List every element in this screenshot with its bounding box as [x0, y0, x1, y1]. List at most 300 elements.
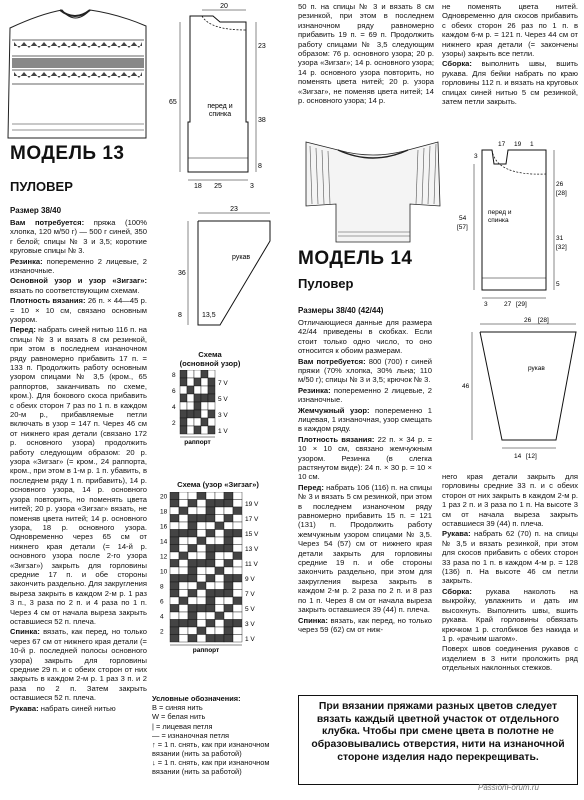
- schema-row-label: 8: [160, 583, 164, 591]
- body14-dim-31: 31: [556, 235, 564, 242]
- schema-cell: [197, 635, 206, 643]
- schema-cell: [206, 552, 215, 560]
- sleeve13-dim-23: 23: [230, 206, 238, 213]
- schema-cell: [188, 635, 197, 643]
- schema-cell: [188, 560, 197, 568]
- schema-cell: [187, 378, 194, 386]
- paragraph: Резинка: попеременно 2 лицевые, 2 изнаночные.: [298, 385, 432, 405]
- schema-cell: [201, 418, 208, 426]
- schema-cell: [170, 620, 179, 628]
- body14-dim-17: 17: [498, 141, 506, 148]
- schema-cell: [206, 605, 215, 613]
- schema-cell: [208, 394, 215, 402]
- schema-cell: [179, 627, 188, 635]
- schema-cell: [201, 386, 208, 394]
- model13-subtitle: ПУЛОВЕР: [10, 179, 73, 194]
- sleeve14-name: рукав: [528, 365, 545, 372]
- model13-body-pattern: [158, 2, 278, 192]
- schema-cell: [180, 394, 187, 402]
- schema-row-label: 3 V: [218, 412, 228, 419]
- body14-dim-27: 27: [504, 301, 512, 308]
- model14-subtitle: Пуловер: [298, 276, 354, 291]
- model13-text-column-3: [442, 2, 578, 122]
- schema-cell: [206, 582, 215, 590]
- schema-row-label: 5 V: [218, 396, 228, 403]
- schema-cell: [224, 590, 233, 598]
- schema-cell: [170, 612, 179, 620]
- schema-cell: [179, 567, 188, 575]
- schema-cell: [224, 567, 233, 575]
- schema-cell: [215, 635, 224, 643]
- schema-row-label: 2: [172, 420, 176, 427]
- schema-cell: [197, 492, 206, 500]
- schema-cell: [233, 575, 242, 583]
- schema-cell: [170, 597, 179, 605]
- schema-cell: [215, 575, 224, 583]
- schema-cell: [179, 522, 188, 530]
- schema-row-label: 15 V: [245, 531, 259, 538]
- schema-cell: [206, 537, 215, 545]
- schema-cell: [170, 552, 179, 560]
- schema-cell: [233, 635, 242, 643]
- body14-name: перед и спинка: [488, 209, 512, 224]
- model13-size: Размер 38/40: [10, 206, 62, 215]
- schema-cell: [194, 402, 201, 410]
- paragraph: Плотность вязания: 26 п. × 44—45 р. = 10 × 10 см, связано основным узором.: [10, 296, 147, 324]
- paragraph: не поменять цвета нитей. Одновременно для скосов прибавить с обеих сторон 26 раз по 1 п. в каждом 6-м р. = 121 п. Через 44 см от нижнего края детали (= закончены узоры) закрыть все петли.: [442, 2, 578, 59]
- schema-cell: [197, 500, 206, 508]
- paragraph: Перед: набрать синей нитью 116 п. на спицы № 3 и вязать 8 см резинкой, при этом в последнем изнаночном ряду равномерно прибавить 17 п. = 133 п. Продолжить работу основным узором спицами № 3,5 (кром., 65 раппортов, заканчивать по схеме, кром.). Для бокового скоса прибавить с обеих сторон 7 раз по 1 п. в каждом 20-м р., прибавляемые петли включать в узор = 147 п. Через 46 см от нижнего края детали (связано 172 р. основного узора) продолжить работу следующим образом: 20 р. узора «Зигзаг» (= кром., 24 раппорта, кром., при этом в 1-м р. 1 п. убавить, в последнем ряду 1 п. прибавить), 14 р. основного узора, 14 р. основного узора повторить, но поменять цвета нитей; 20 р. узора «Зигзаг» вязать, не поменяв цвета нитей; 14 р. основного узора, 18 р. основного узора. Одновременно через 65 см от нижнего края детали (= 14-й р. основного узора после 2-го узора «Зигзаг») закрыть для горловины средние 17 п. и обе стороны закончить раздельно. Для закругления выреза закрыть в каждом 2-м р. 1 раз 3 п., 3 раза по 2 п. и 4 раза по 1 п. Через 4 см от начала выреза закрыть оставшиеся 52 п. плеча.: [10, 325, 147, 626]
- schema-cell: [170, 590, 179, 598]
- schema-cell: [215, 507, 224, 515]
- schema-cell: [179, 515, 188, 523]
- body14-dim-1: 1: [530, 141, 534, 148]
- schema-cell: [224, 530, 233, 538]
- schema-cell: [215, 530, 224, 538]
- legend-item: — = изнаночная петля: [152, 730, 230, 740]
- schema-cell: [197, 567, 206, 575]
- paragraph: Спинка: вязать, как перед, но только через 67 см от нижнего края детали (= 10-й р. последней полосы основного узора) закрыть для горловины средние 29 п. и с обеих сторон от них закрыть в каждом 2-м р. 1 раз 3 п. и 2 раза по 2 п. Затем закрыть оставшиеся 52 п. плеча.: [10, 627, 147, 703]
- schema-cell: [197, 575, 206, 583]
- paragraph: Вам потребуется: 800 (700) г синей пряжи (70% хлопка, 30% льна; 110 м/50 г); спицы № 3 и 3,5; крючок № 3.: [298, 356, 432, 385]
- schema-row-label: 18: [160, 508, 168, 516]
- schema-cell: [208, 386, 215, 394]
- legend-item: B = синяя нить: [152, 703, 203, 713]
- schema-cell: [233, 537, 242, 545]
- schema-cell: [206, 515, 215, 523]
- schema-cell: [233, 552, 242, 560]
- legend-items: [152, 703, 298, 776]
- schema-cell: [179, 552, 188, 560]
- schema-cell: [224, 507, 233, 515]
- body14-dim-32: [32]: [556, 244, 567, 251]
- schema-cell: [170, 492, 179, 500]
- schema-cell: [233, 597, 242, 605]
- schema-cell: [224, 582, 233, 590]
- schema-cell: [197, 507, 206, 515]
- schema-cell: [215, 522, 224, 530]
- schema-cell: [233, 507, 242, 515]
- legend-item: ↓ = 1 п. снять, как при изнаночном вязании (нить за работой): [152, 758, 270, 777]
- schema-cell: [197, 515, 206, 523]
- schema-cell: [233, 515, 242, 523]
- schema-cell: [179, 612, 188, 620]
- schema-cell: [170, 567, 179, 575]
- paragraph: Рукава: набрать 62 (70) п. на спицы № 3,5 и вязать резинкой, при этом для скосов прибавить с обеих сторон 33 раза по 1 п. в каждом 4-м р. = 128 (136) п. На высоте 46 см петли закрыть.: [442, 529, 578, 586]
- schema-cell: [208, 378, 215, 386]
- schema-row-label: 20: [160, 493, 168, 501]
- schema-cell: [224, 560, 233, 568]
- schema-cell: [179, 605, 188, 613]
- schema-row-label: 6: [172, 388, 176, 395]
- legend-item: W = белая нить: [152, 712, 206, 722]
- schema-cell: [170, 507, 179, 515]
- schema-cell: [215, 605, 224, 613]
- schema-cell: [188, 590, 197, 598]
- model14-body-pattern: [446, 140, 584, 310]
- schema-cell: [197, 552, 206, 560]
- schema-cell: [170, 560, 179, 568]
- schema-zigzag-title: Схема (узор «Зигзаг»): [177, 480, 259, 489]
- schema-cell: [187, 418, 194, 426]
- schema-row-label: 1 V: [218, 428, 228, 435]
- body14-dim-5: 5: [556, 281, 560, 288]
- schema-cell: [201, 370, 208, 378]
- schema-cell: [170, 605, 179, 613]
- schema-row-label: 5 V: [245, 606, 255, 613]
- schema-cell: [224, 627, 233, 635]
- schema-cell: [188, 597, 197, 605]
- schema-cell: [180, 410, 187, 418]
- legend-item: | = лицевая петля: [152, 721, 213, 731]
- schema-row-label: 9 V: [245, 576, 255, 583]
- sleeve14-dim-14: 14: [514, 453, 522, 460]
- schema-cell: [224, 620, 233, 628]
- schema-cell: [215, 612, 224, 620]
- paragraph: Поверх швов соединения рукавов с изделием в 3 нити проложить ряд отдельных наклонных стежков.: [442, 644, 578, 673]
- schema-cell: [215, 515, 224, 523]
- col2-paragraphs: [298, 2, 434, 105]
- schema-cell: [224, 635, 233, 643]
- schema-cell: [179, 597, 188, 605]
- schema-cell: [206, 545, 215, 553]
- schema-cell: [233, 627, 242, 635]
- schema-cell: [206, 560, 215, 568]
- schema-cell: [187, 394, 194, 402]
- schema-cell: [188, 500, 197, 508]
- paragraph: Жемчужный узор: попеременно 1 лицевая, 1 изнаночная, узор смещать в каждом ряду.: [298, 405, 432, 434]
- model13-text-column-2: [298, 2, 434, 122]
- body13-dim-8: 8: [258, 163, 262, 170]
- schema-cell: [224, 500, 233, 508]
- schema-cell: [197, 522, 206, 530]
- schema-cell: [215, 492, 224, 500]
- schema-cell: [170, 545, 179, 553]
- schema-cell: [194, 394, 201, 402]
- schema-cell: [170, 537, 179, 545]
- body13-dim-25: 25: [214, 183, 222, 190]
- schema-cell: [194, 370, 201, 378]
- schema-cell: [179, 545, 188, 553]
- schema-cell: [197, 620, 206, 628]
- schema-cell: [206, 530, 215, 538]
- schema-row-label: 7 V: [245, 591, 255, 598]
- schema-cell: [194, 418, 201, 426]
- schema-cell: [170, 582, 179, 590]
- schema-cell: [188, 507, 197, 515]
- schema-cell: [233, 620, 242, 628]
- color-change-notice: При вязании пряжами разных цветов следует вязать каждый цветной участок от отдельного клубка. Чтобы при смене цвета в полотне не образовывались отверстия, нити на изнаночной стороне изделия надо перекрещивать.: [298, 695, 578, 785]
- schema-cell: [233, 545, 242, 553]
- schema-cell: [188, 545, 197, 553]
- body13-name: перед и спинка: [207, 103, 233, 118]
- schema-cell: [215, 567, 224, 575]
- model14-title: МОДЕЛЬ 14: [298, 248, 413, 269]
- body13-dim-23: 23: [258, 43, 266, 50]
- schema-row-label: 4: [172, 404, 176, 411]
- schema-cell: [215, 620, 224, 628]
- schema-cell: [224, 537, 233, 545]
- paragraph: Отличающиеся данные для размера 42/44 приведены в скобках. Если стоит только одно число, то оно относится к обоим размерам.: [298, 317, 432, 356]
- schema-cell: [179, 560, 188, 568]
- schema-cell: [215, 590, 224, 598]
- model14-sleeve-pattern: [446, 316, 584, 466]
- schema-row-label: 12: [160, 553, 168, 561]
- schema-cell: [201, 410, 208, 418]
- schema-cell: [187, 410, 194, 418]
- schema-cell: [224, 545, 233, 553]
- schema-cell: [215, 597, 224, 605]
- schema-cell: [180, 426, 187, 434]
- schema-cell: [201, 394, 208, 402]
- schema-cell: [194, 378, 201, 386]
- schema-cell: [206, 597, 215, 605]
- model13-photo: [0, 0, 150, 140]
- schema-cell: [206, 620, 215, 628]
- body14-dim-26: 26: [556, 181, 564, 188]
- schema-cell: [215, 545, 224, 553]
- schema-cell: [188, 492, 197, 500]
- paragraph: Плотность вязания: 22 п. × 34 р. = 10 × 10 см, связано жемчужным узором. Резинка (в слегка растянутом виде): 24 п. × 30 р. = 10 × 10 см.: [298, 434, 432, 482]
- schema-cell: [188, 567, 197, 575]
- schema-cell: [224, 515, 233, 523]
- model13-text-column: [10, 206, 147, 800]
- schema-cell: [179, 590, 188, 598]
- schema-row-label: 8: [172, 372, 176, 379]
- schema-cell: [215, 552, 224, 560]
- paragraph: Спинка: вязать, как перед, но только через 59 (62) см от ниж-: [298, 615, 432, 634]
- body14-dim-54: 54: [459, 215, 467, 222]
- schema-cell: [208, 426, 215, 434]
- schema-cell: [179, 492, 188, 500]
- schema-repeat-caption: раппорт: [192, 647, 220, 654]
- col5-paragraphs: [442, 472, 578, 673]
- schema-cell: [180, 370, 187, 378]
- schema-cell: [188, 612, 197, 620]
- paragraph: Перед: набрать 106 (116) п. на спицы № 3 и вязать 5 см резинкой, при этом в последнем изнаночном ряду равномерно прибавить 15 п. = 121 (131) п. Продолжить работу жемчужным узором спицами № 3,5. Через 54 (57) см от нижнего края детали закрыть для горловины средние 19 п. и обе стороны закончить раздельно, при этом для закругления выреза закрыть в каждом 2-м р. 2 раза по 2 п. и 8 раз по 1 п. Через 8 см от начала выреза закрыть оставшиеся 39 (44) п. плеча.: [298, 482, 432, 615]
- schema-cell: [233, 590, 242, 598]
- model13-title: МОДЕЛЬ 13: [10, 143, 125, 164]
- sleeve13-dim-135: 13,5: [202, 312, 216, 319]
- schema-cell: [187, 402, 194, 410]
- schema-main-title: Схема (основной узор): [179, 350, 241, 368]
- schema-cell: [170, 530, 179, 538]
- schema-row-label: 10: [160, 568, 168, 576]
- model14-text-column-2: [442, 472, 578, 692]
- schema-cell: [208, 418, 215, 426]
- sleeve13-dim-8: 8: [178, 312, 182, 319]
- paragraph: Рукава: набрать синей нитью: [10, 703, 116, 713]
- schema-cell: [215, 582, 224, 590]
- paragraph: Сборка: рукава наколоть на выкройку, увлажнить и дать им высохнуть. Выполнить швы, вшить рукава. Край горловины обвязать крючком 1 р. столбиков без накида и 1 р. «рачьим шагом».: [442, 586, 578, 643]
- schema-cell: [197, 582, 206, 590]
- schema-cell: [233, 612, 242, 620]
- schema-cell: [188, 537, 197, 545]
- schema-cell: [206, 612, 215, 620]
- schema-cell: [188, 620, 197, 628]
- schema-cell: [180, 378, 187, 386]
- model14-paragraphs: [298, 318, 432, 634]
- watermark: PassionForum.ru: [478, 783, 539, 792]
- schema-cell: [208, 402, 215, 410]
- schema-zigzag-chart: [158, 492, 278, 662]
- schema-row-label: 7 V: [218, 380, 228, 387]
- schema-cell: [208, 410, 215, 418]
- schema-row-label: 13 V: [245, 546, 259, 553]
- schema-cell: [188, 605, 197, 613]
- schema-cell: [170, 515, 179, 523]
- paragraph: Резинка: попеременно 2 лицевые, 2 изнаночные.: [10, 256, 147, 275]
- schema-cell: [233, 605, 242, 613]
- schema-cell: [179, 537, 188, 545]
- schema-cell: [170, 500, 179, 508]
- model13-sleeve-pattern: [158, 205, 288, 330]
- schema-cell: [224, 605, 233, 613]
- body14-dim-19: 19: [514, 141, 522, 148]
- schema-row-label: 19 V: [245, 501, 259, 508]
- schema-cell: [197, 627, 206, 635]
- schema-cell: [187, 370, 194, 378]
- schema-cell: [170, 627, 179, 635]
- schema-cell: [194, 426, 201, 434]
- schema-cell: [206, 500, 215, 508]
- schema-cell: [179, 635, 188, 643]
- schema-cell: [188, 552, 197, 560]
- schema-row-label: 17 V: [245, 516, 259, 523]
- schema-cell: [179, 582, 188, 590]
- schema-cell: [215, 537, 224, 545]
- schema-row-label: 2: [160, 628, 164, 636]
- schema-cell: [224, 612, 233, 620]
- model14-text-column: [298, 306, 432, 692]
- schema-cell: [197, 530, 206, 538]
- schema-cell: [206, 635, 215, 643]
- schema-cell: [180, 402, 187, 410]
- schema-cell: [215, 500, 224, 508]
- paragraph: 50 п. на спицы № 3 и вязать 8 см резинкой, при этом в последнем изнаночном ряду равномерно прибавить 19 п. = 69 п. Продолжить работу спицами № 3,5 следующим образом: 76 р. основного узора; 20 р. узора «Зигзаг»; 14 р. основного узора; 14 р. основного узора повторить, но поменять цвета нитей; 20 р. узора «Зигзаг», не поменяв цвета нитей; 14 р. основного узора; 14 р.: [298, 2, 434, 106]
- body14-dim-57: [57]: [457, 224, 468, 231]
- schema-cell: [179, 530, 188, 538]
- schema-cell: [224, 552, 233, 560]
- model13-paragraphs: [10, 218, 147, 713]
- schema-cell: [206, 522, 215, 530]
- schema-cell: [233, 582, 242, 590]
- schema-cell: [180, 418, 187, 426]
- schema-cell: [179, 500, 188, 508]
- paragraph: Сборка: выполнить швы, вшить рукава. Для бейки набрать по краю горловины 112 п. и вязать на круговых спицах синей нитью 5 см резинкой, затем петли закрыть.: [442, 59, 578, 107]
- schema-cell: [233, 560, 242, 568]
- schema-cell: [197, 537, 206, 545]
- schema-row-label: 14: [160, 538, 168, 546]
- schema-cell: [197, 560, 206, 568]
- schema-row-label: 1 V: [245, 636, 255, 643]
- schema-cell: [188, 575, 197, 583]
- schema-cell: [194, 410, 201, 418]
- schema-cell: [170, 635, 179, 643]
- schema-cell: [188, 515, 197, 523]
- body13-dim-18: 18: [194, 183, 202, 190]
- schema-cell: [179, 575, 188, 583]
- schema-cell: [233, 492, 242, 500]
- legend-item: ↑ = 1 п. снять, как при изнаночном вязании (нить за работой): [152, 739, 270, 759]
- body14-dim-3: 3: [474, 153, 478, 160]
- schema-cell: [194, 386, 201, 394]
- schema-cell: [197, 590, 206, 598]
- schema-cell: [180, 386, 187, 394]
- schema-row-label: 11 V: [245, 561, 258, 568]
- schema-cell: [197, 545, 206, 553]
- legend-title: Условные обозначения:: [152, 694, 241, 703]
- schema-cell: [206, 590, 215, 598]
- schema-cell: [187, 426, 194, 434]
- model14-size: Размеры 38/40 (42/44): [298, 306, 384, 315]
- schema-cell: [224, 522, 233, 530]
- schema-cell: [197, 605, 206, 613]
- paragraph: него края детали закрыть для горловины средние 33 п. и с обеих сторон от них закрыть в каждом 2-м р. 1 раз 2 п. и 3 раза по 1 п. На высоте 3 см от начала выреза закрыть оставшиеся 39 (44) п. плеча.: [442, 472, 578, 529]
- schema-cell: [188, 582, 197, 590]
- schema-cell: [197, 612, 206, 620]
- body14-dim-28: [28]: [556, 190, 567, 197]
- schema-repeat-caption: раппорт: [184, 439, 211, 446]
- schema-cell: [197, 597, 206, 605]
- model14-photo: [298, 136, 448, 244]
- schema-cell: [188, 530, 197, 538]
- col3-paragraphs: [442, 2, 578, 106]
- schema-cell: [215, 560, 224, 568]
- sleeve14-dim-26: 26: [524, 317, 532, 324]
- body13-dim-65: 65: [169, 99, 177, 106]
- schema-row-label: 6: [160, 598, 164, 606]
- schema-cell: [201, 378, 208, 386]
- sleeve14-dim-46: 46: [462, 383, 470, 390]
- paragraph: Основной узор и узор «Зигзаг»: вязать по соответствующим схемам.: [10, 276, 147, 295]
- schema-cell: [187, 386, 194, 394]
- schema-cell: [215, 627, 224, 635]
- legend: [152, 694, 298, 777]
- body13-dim-38: 38: [258, 117, 266, 124]
- schema-cell: [233, 530, 242, 538]
- body13-dim-20: 20: [220, 3, 228, 10]
- schema-cell: [206, 627, 215, 635]
- body13-dim-3: 3: [250, 183, 254, 190]
- schema-cell: [206, 492, 215, 500]
- schema-cell: [208, 370, 215, 378]
- schema-cell: [206, 567, 215, 575]
- sleeve14-dim-28: [28]: [538, 317, 549, 324]
- schema-cell: [206, 575, 215, 583]
- paragraph: Вам потребуется: пряжа (100% хлопка, 120 м/50 г) — 500 г синей, 350 г белой; спицы № 3 и 3,5; короткие круговые спицы № 3.: [10, 217, 147, 256]
- body14-dim-29: [29]: [516, 301, 527, 308]
